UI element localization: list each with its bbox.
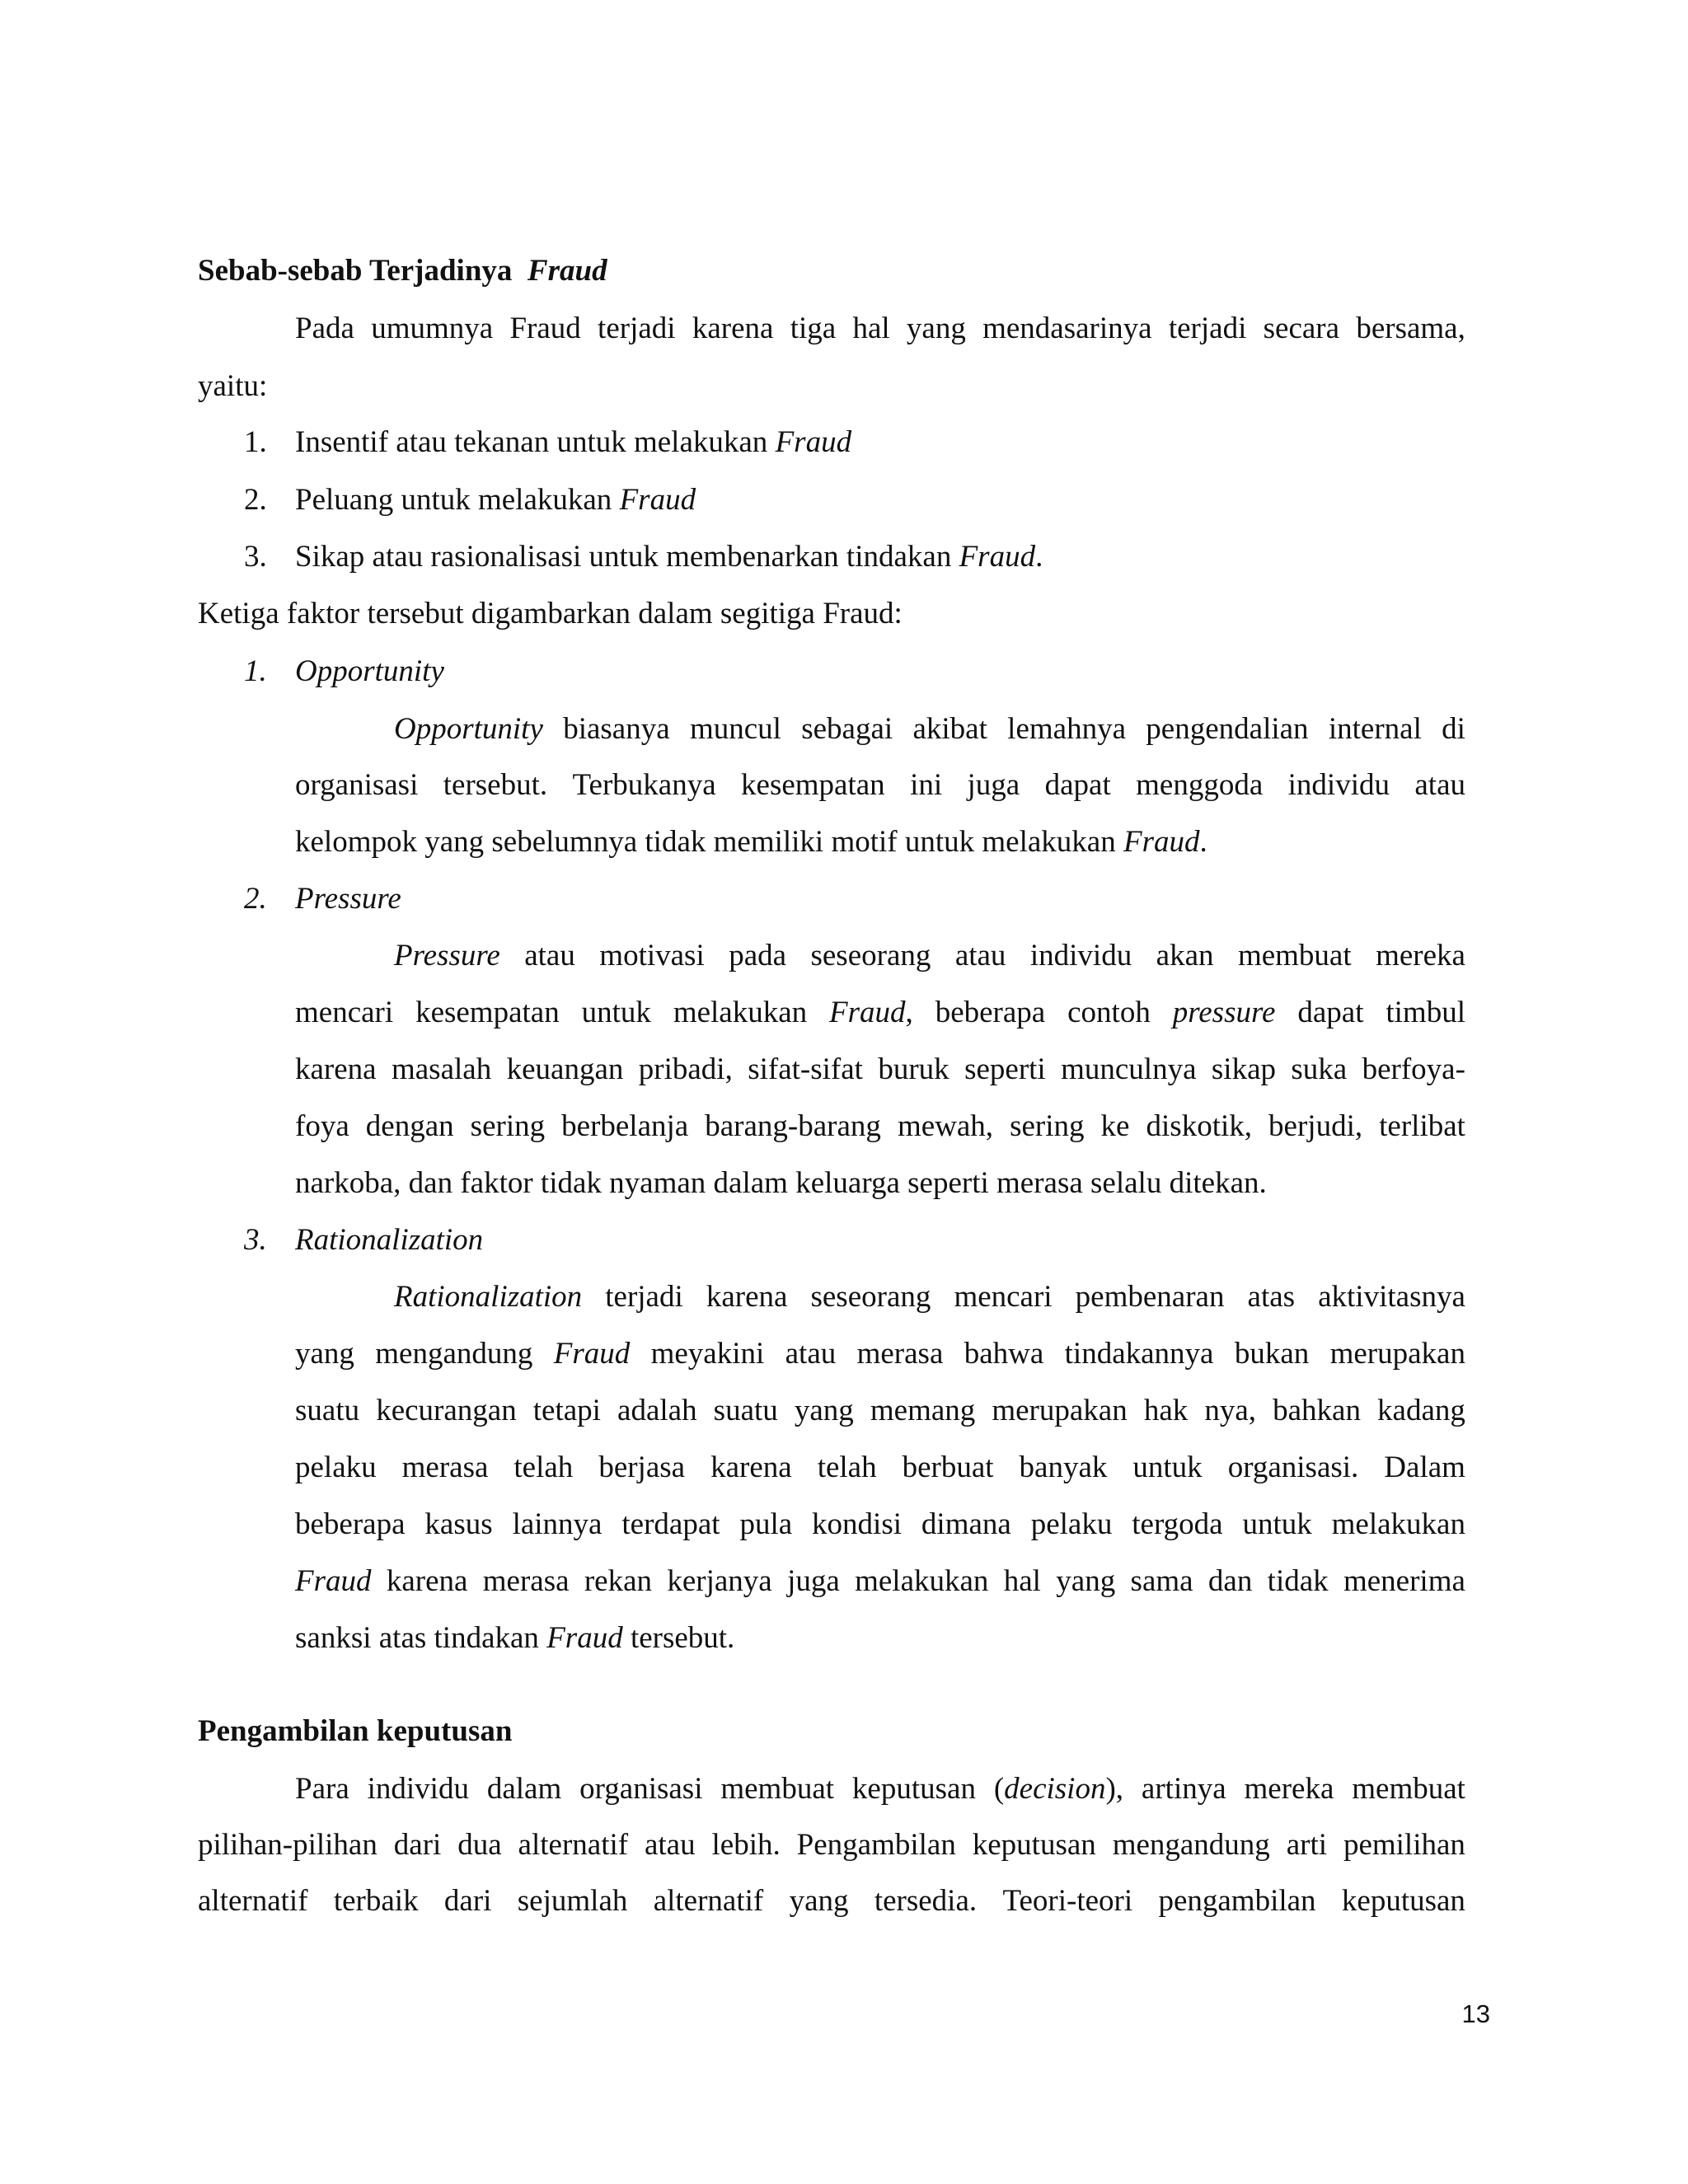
word: ini [910, 768, 943, 802]
word: adalah [617, 1394, 697, 1427]
word: kerjanya [667, 1564, 772, 1598]
word: membuat [1237, 939, 1352, 972]
intro-paragraph-line-2: yaitu: [198, 369, 268, 403]
word: keputusan [851, 1772, 976, 1806]
word: atau [524, 939, 575, 972]
factor-title: Rationalization [295, 1223, 484, 1257]
factor-paragraph-line [295, 1051, 1465, 1089]
word: bersama, [1356, 312, 1465, 345]
decision-paragraph-line-2 [198, 1826, 1465, 1864]
word: di [1442, 712, 1465, 746]
word: terlibat [1379, 1109, 1465, 1143]
word: keuangan [506, 1052, 624, 1086]
word: menerima [1343, 1564, 1465, 1598]
word: untuk [1242, 1507, 1312, 1541]
italic-word: Fraud [546, 1621, 623, 1655]
list-item: Peluang untuk melakukan Fraud [295, 483, 696, 517]
word: pula [739, 1507, 793, 1541]
word: pilihan-pilihan [198, 1828, 377, 1862]
word: dari [443, 1884, 492, 1918]
word: lemahnya [1007, 712, 1126, 746]
word: merupakan [1329, 1337, 1465, 1371]
word: pembenaran [1075, 1280, 1225, 1314]
word: Pada [295, 312, 354, 345]
factor-number: 1. [244, 654, 267, 688]
word: pribadi, [638, 1052, 733, 1086]
word: sebagai [801, 712, 893, 746]
decision-paragraph-line-1 [295, 1770, 1465, 1808]
italic-word: Fraud [829, 996, 906, 1029]
word: terdapat [621, 1507, 720, 1541]
word: contoh [1067, 996, 1151, 1029]
word: terjadi [598, 312, 676, 345]
word: alternatif [198, 1884, 308, 1918]
word: untuk [1132, 1451, 1203, 1484]
word: juga [967, 768, 1020, 802]
word: karena [295, 1052, 377, 1086]
word: berjudi, [1268, 1109, 1363, 1143]
word: umumnya [371, 312, 494, 345]
word: tergoda [1132, 1507, 1223, 1541]
word: pengambilan [1158, 1884, 1316, 1918]
word: akan [1156, 939, 1214, 972]
word: nya, [1204, 1394, 1257, 1427]
word: atau [644, 1828, 696, 1862]
word: arti [1286, 1828, 1328, 1862]
word: tidak [1267, 1564, 1329, 1598]
word: yang [1056, 1564, 1116, 1598]
word: kesempatan [741, 768, 885, 802]
word: mencari [295, 996, 394, 1029]
word: individu [1029, 939, 1132, 972]
word: sikap [1211, 1052, 1276, 1086]
word: pelaku [1030, 1507, 1113, 1541]
word: Pengambilan [796, 1828, 956, 1862]
word: yang [794, 1394, 854, 1427]
word: suatu [713, 1394, 778, 1427]
list-item: Insentif atau tekanan untuk melakukan Fraud [295, 425, 852, 459]
word: untuk [581, 996, 651, 1029]
word: sifat-sifat [748, 1052, 863, 1086]
word: suatu [295, 1394, 360, 1427]
word: barang-barang [705, 1109, 881, 1143]
word: alternatif [653, 1884, 764, 1918]
word: organisasi [295, 768, 419, 802]
word: kondisi [812, 1507, 903, 1541]
word: keputusan [1341, 1884, 1465, 1918]
word: membuat [720, 1772, 835, 1806]
word: telah [817, 1451, 877, 1484]
word: Terbukanya [572, 768, 716, 802]
word: bahkan [1273, 1394, 1361, 1427]
intro-paragraph-line-1 [295, 310, 1465, 348]
word: melakukan [855, 1564, 989, 1598]
word: juga [787, 1564, 840, 1598]
list-number: 1. [244, 425, 267, 459]
word: berbuat [902, 1451, 994, 1484]
word: rekan [584, 1564, 653, 1598]
factor-paragraph-line [295, 994, 1465, 1032]
word [394, 1278, 582, 1316]
word: karena [706, 1280, 788, 1314]
word: lainnya [512, 1507, 603, 1541]
word: masalah [391, 1052, 492, 1086]
word [295, 1563, 372, 1601]
italic-word: Fraud [959, 540, 1036, 574]
word: terjadi [1168, 312, 1247, 345]
word: bahwa [964, 1337, 1044, 1371]
word: dapat [1044, 768, 1111, 802]
word: sejumlah [517, 1884, 628, 1918]
word: alternatif [518, 1828, 629, 1862]
word: berjasa [598, 1451, 686, 1484]
factor-title: Pressure [295, 882, 401, 916]
word: beberapa [295, 1507, 406, 1541]
section-heading-fraud-causes: Sebab-sebab Terjadinya Fraud [198, 254, 607, 288]
word: seseorang [810, 1280, 931, 1314]
word: mengandung [1112, 1828, 1270, 1862]
word: karena [386, 1564, 468, 1598]
word: merupakan [992, 1394, 1128, 1427]
word: yang [906, 312, 966, 345]
word: tetapi [532, 1394, 601, 1427]
section-heading-decision-making: Pengambilan keputusan [198, 1714, 513, 1748]
word: kadang [1377, 1394, 1465, 1427]
word: muncul [689, 712, 781, 746]
word: karena [710, 1451, 792, 1484]
word: yang [295, 1337, 354, 1371]
list-item: Sikap atau rasionalisasi untuk membenarkan tindakan Fraud. [295, 540, 1043, 574]
word: bukan [1234, 1337, 1310, 1371]
word: Fraud [509, 312, 581, 345]
factor-paragraph-line [394, 710, 1465, 748]
factor-paragraph-line [394, 1278, 1465, 1316]
factor-paragraph-line [295, 1449, 1465, 1487]
word: mereka [1376, 939, 1465, 972]
word: membuat [1352, 1772, 1465, 1806]
factor-paragraph-line: kelompok yang sebelumnya tidak memiliki motif untuk melakukan Fraud. [295, 825, 1207, 859]
page-number: 13 [1461, 1999, 1490, 2028]
word: hal [852, 312, 890, 345]
factor-paragraph-line: sanksi atas tindakan Fraud tersebut. [295, 1621, 735, 1655]
word: menggoda [1136, 768, 1264, 802]
word: dimana [921, 1507, 1011, 1541]
word: berbelanja [561, 1109, 689, 1143]
word: munculnya [1061, 1052, 1197, 1086]
list-number: 3. [244, 540, 267, 574]
word: memang [870, 1394, 976, 1427]
triangle-intro: Ketiga faktor tersebut digambarkan dalam segitiga Fraud: [198, 597, 903, 630]
word: keputusan [972, 1828, 1096, 1862]
word: tiga [790, 312, 837, 345]
word: motivasi [599, 939, 705, 972]
word: pengendalian [1146, 712, 1309, 746]
factor-paragraph-line [295, 1506, 1465, 1544]
word: Teori-teori [1002, 1884, 1133, 1918]
word: ke [1100, 1109, 1130, 1143]
word: Dalam [1384, 1451, 1465, 1484]
word [394, 710, 543, 748]
italic-word: decision [1004, 1772, 1106, 1806]
word: atau [1414, 768, 1465, 802]
word: telah [513, 1451, 574, 1484]
italic-word: Fraud [295, 1564, 372, 1598]
word: kasus [424, 1507, 493, 1541]
word: sering [1010, 1109, 1085, 1143]
word: Para [295, 1772, 349, 1806]
word: seperti [964, 1052, 1046, 1086]
word: akibat [912, 712, 987, 746]
word: terbaik [333, 1884, 419, 1918]
factor-paragraph-line [295, 766, 1465, 804]
word: sama [1130, 1564, 1193, 1598]
italic-word: Fraud [1123, 825, 1200, 859]
word: mengandung [375, 1337, 533, 1371]
word: individu [1287, 768, 1390, 802]
word: dan [1207, 1564, 1253, 1598]
factor-number: 2. [244, 882, 267, 916]
word: banyak [1019, 1451, 1108, 1484]
word: organisasi [579, 1772, 703, 1806]
word: dalam [486, 1772, 562, 1806]
factor-paragraph-line [295, 1108, 1465, 1146]
word: kesempatan [415, 996, 560, 1029]
word: sering [470, 1109, 546, 1143]
word: hak [1143, 1394, 1189, 1427]
word [1173, 994, 1276, 1032]
word: karena [692, 312, 774, 345]
word: artinya [1141, 1772, 1226, 1806]
word: merasa [856, 1337, 944, 1371]
word: mereka [1244, 1772, 1334, 1806]
word: dari [393, 1828, 442, 1862]
factor-number: 3. [244, 1223, 267, 1257]
factor-title: Opportunity [295, 654, 444, 688]
word: organisasi. [1227, 1451, 1359, 1484]
word: lebih. [711, 1828, 781, 1862]
word: dengan [365, 1109, 454, 1143]
word: melakukan [673, 996, 808, 1029]
word: individu [367, 1772, 469, 1806]
word: timbul [1386, 996, 1465, 1029]
word: merasa [401, 1451, 489, 1484]
word: internal [1328, 712, 1422, 746]
italic-word: Fraud [619, 483, 696, 517]
word: suka [1291, 1052, 1348, 1086]
word: beberapa [935, 996, 1046, 1029]
word: dua [457, 1828, 502, 1862]
italic-word: Pressure [394, 939, 500, 972]
italic-word: pressure [1172, 996, 1276, 1029]
word: yang [789, 1884, 849, 1918]
word: biasanya [563, 712, 670, 746]
word: hal [1003, 1564, 1041, 1598]
factor-paragraph-line: narkoba, dan faktor tidak nyaman dalam keluarga seperti merasa selalu ditekan. [295, 1166, 1267, 1200]
word: meyakini [650, 1337, 765, 1371]
word: tersedia. [874, 1884, 978, 1918]
factor-paragraph-line [295, 1392, 1465, 1430]
italic-word: Opportunity [394, 712, 543, 746]
list-number: 2. [244, 483, 267, 517]
word: terjadi [605, 1280, 683, 1314]
word: dapat [1297, 996, 1364, 1029]
word [394, 937, 500, 975]
italic-word: Rationalization [394, 1280, 583, 1314]
word: secara [1263, 312, 1340, 345]
word: merasa [482, 1564, 570, 1598]
word: tersebut. [443, 768, 548, 802]
italic-word: Fraud [553, 1337, 631, 1371]
word: pada [729, 939, 787, 972]
word: diskotik, [1146, 1109, 1253, 1143]
italic-word: Fraud [775, 425, 852, 459]
word: atau [954, 939, 1006, 972]
factor-paragraph-line [295, 1335, 1465, 1373]
word: Fraud, [829, 996, 913, 1029]
word: mencari [954, 1280, 1053, 1314]
decision-paragraph-line-3 [198, 1882, 1465, 1920]
word: mendasarinya [982, 312, 1152, 345]
word: atas [1247, 1280, 1296, 1314]
word: berfoya- [1362, 1052, 1465, 1086]
word: melakukan [1331, 1507, 1465, 1541]
word: mewah, [897, 1109, 994, 1143]
factor-paragraph-line [394, 937, 1465, 975]
word: seseorang [810, 939, 931, 972]
word: aktivitasnya [1318, 1280, 1465, 1314]
word: pelaku [295, 1451, 377, 1484]
word: tindakannya [1064, 1337, 1214, 1371]
word: atau [785, 1337, 837, 1371]
word: foya [295, 1109, 349, 1143]
word: pemilihan [1343, 1828, 1465, 1862]
factor-paragraph-line [295, 1563, 1465, 1601]
word: (decision), [993, 1772, 1124, 1806]
word: kecurangan [376, 1394, 517, 1427]
word [554, 1335, 631, 1373]
word: buruk [878, 1052, 950, 1086]
